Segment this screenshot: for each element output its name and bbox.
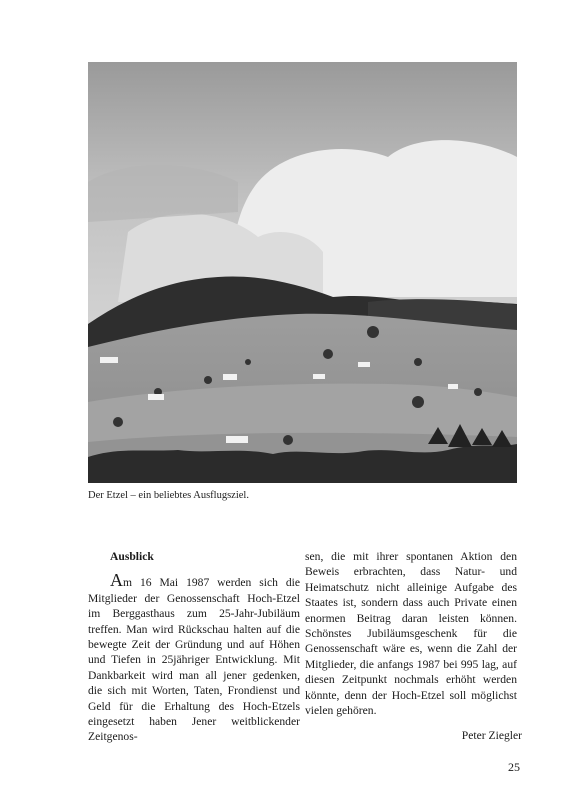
section-heading: Ausblick [110,550,154,563]
text-column-left [88,549,300,745]
body-text-right: sen, die mit ihrer spontanen Aktion den Beweis erbrachten, dass Natur- und Heimatschutz nicht alleinige Aufgabe des Staates ist, sondern dass auch Private einen enormen Beitrag daran leisten können. Schönstes Jubiläumsgeschenk für die Genossenschaft wäre es, wenn die Zahl der Mitglieder, die anfangs 1987 bei 995 lag, auf diesen Zeitpunkt nochmals erhöht werden könnte, denn der Hoch-Etzel soll möglichst vielen gehören. [305,550,517,718]
author-signature: Peter Ziegler [461,729,522,742]
page-number: 25 [508,760,520,774]
landscape-photo [88,62,517,483]
drop-cap: A [110,570,123,591]
text-column-right [305,549,517,718]
photo-caption: Der Etzel – ein beliebtes Ausflugsziel. [88,490,249,501]
body-text-left: m 16 Mai 1987 werden sich die Mitglieder der Genossenschaft Hoch-Etzel im Berggasthaus zum 25-Jahr-Jubiläum treffen. Man wird Rückschau halten auf die bewegte Zeit der Gründung und auf Höhen und Tiefen in 25jähriger Entwicklung. Mit Dankbarkeit wird man all jener gedenken, die sich mit Worten, Taten, Frondienst und Geld für die Erhaltung des Hoch-Etzels eingesetzt haben Jener weitblickender Zeitgenos- [88,576,300,744]
paragraph-left [88,570,300,744]
